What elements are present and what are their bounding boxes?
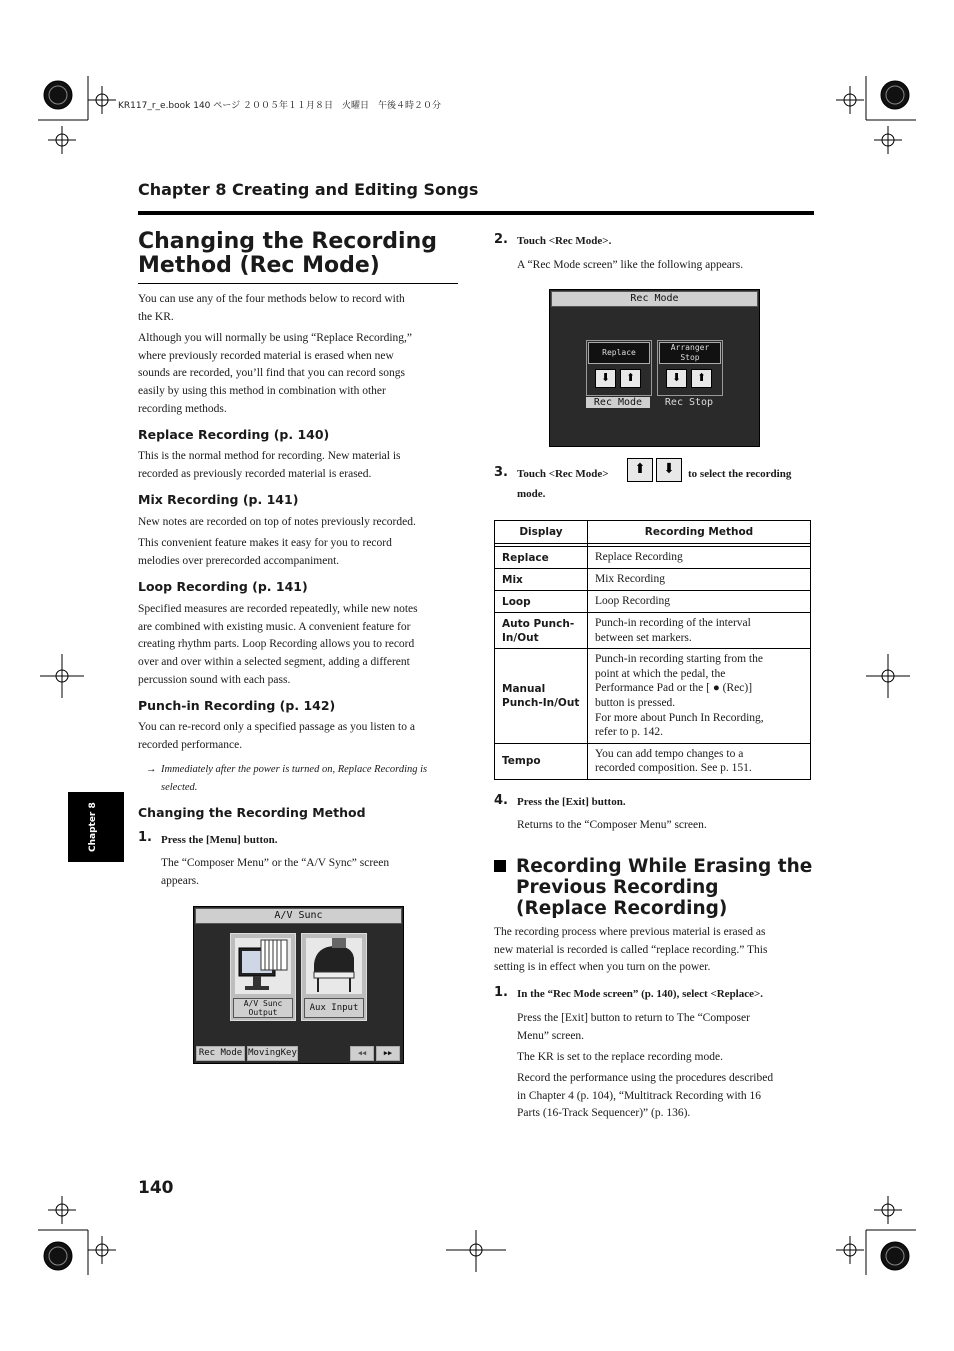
mix-text: New notes are recorded on top of notes previously recorded. This convenient feature makes it easy for you to record melodies over prerecorded accompaniment. bbox=[138, 516, 416, 567]
step-2-text: Touch <Rec Mode>. bbox=[517, 235, 612, 247]
table-row: Auto Punch- In/Out Punch-in recording of the interval between set markers. bbox=[495, 613, 811, 649]
section-square-icon bbox=[494, 860, 506, 872]
section2-desc-3: Record the performance using the procedures described in Chapter 4 (p. 104), “Multitrack Recording with 16 Parts (16-Track Sequencer)” (p. 136). bbox=[517, 1072, 774, 1120]
step-1-desc: The “Composer Menu” or the “A/V Sync” screen appears. bbox=[161, 857, 390, 887]
section2-title: Recording While Erasing the Previous Recording (Replace Recording) bbox=[494, 856, 814, 919]
header-recording-method: Recording Method bbox=[588, 521, 811, 544]
nav-next-button[interactable]: ▶▶ bbox=[376, 1046, 400, 1061]
mix-heading: Mix Recording (p. 141) bbox=[138, 492, 299, 507]
step-4-desc: Returns to the “Composer Menu” screen. bbox=[517, 819, 707, 831]
step-1-number: 1. bbox=[138, 830, 152, 845]
section2-step-1-number: 1. bbox=[494, 985, 508, 1000]
arranger-stop-display: Arranger Stop bbox=[659, 342, 721, 364]
loop-text: Specified measures are recorded repeatedly, while new notes are combined with existing music. A convenient feature for creating rhythm parts. Loop Recording allows you to record over and over within a selected segment, adding a different percussion sound with each pass. bbox=[138, 603, 418, 686]
rec-mode-screen-title: Rec Mode bbox=[551, 291, 758, 307]
section2-desc-1: Press the [Exit] button to return to The “Composer Menu” screen. bbox=[517, 1012, 750, 1042]
step-3-text-after: to select the recording bbox=[688, 468, 792, 480]
rec-mode-label: Rec Mode bbox=[586, 397, 650, 408]
av-sync-screen-title: A/V Sunc bbox=[195, 908, 402, 924]
step-3-text-line2: mode. bbox=[517, 488, 546, 500]
header-display: Display bbox=[495, 521, 588, 544]
av-sync-screen bbox=[193, 906, 404, 1064]
nav-prev-button[interactable]: ◀◀ bbox=[350, 1046, 374, 1061]
intro-paragraph-1: You can use any of the four methods below to record with the KR. bbox=[138, 293, 405, 323]
table-row: Replace Replace Recording bbox=[495, 547, 811, 569]
rec-mode-group bbox=[586, 340, 652, 396]
av-sync-output-button[interactable] bbox=[230, 933, 296, 1021]
table-row: Tempo You can add tempo changes to a recorded composition. See p. 151. bbox=[495, 743, 811, 779]
av-sync-output-label: A/V Sunc Output bbox=[233, 998, 293, 1018]
intro-paragraph-2: Although you will normally be using “Replace Recording,” where previously recorded material is erased when new sounds are recorded, you’ll find that you can record songs easily by using this method in combination with other recording methods. bbox=[138, 332, 413, 415]
step-4-number: 4. bbox=[494, 793, 508, 808]
section2-step-1-text: In the “Rec Mode screen” (p. 140), select <Replace>. bbox=[517, 988, 764, 1000]
piano-icon bbox=[302, 934, 366, 998]
aux-input-button[interactable] bbox=[301, 933, 367, 1021]
section-title bbox=[138, 230, 460, 278]
page-number: 140 bbox=[138, 1178, 174, 1198]
chapter-side-tab bbox=[68, 792, 124, 862]
punch-in-heading: Punch-in Recording (p. 142) bbox=[138, 698, 336, 713]
replace-heading: Replace Recording (p. 140) bbox=[138, 427, 330, 442]
table-row: Mix Mix Recording bbox=[495, 569, 811, 591]
note-text: Immediately after the power is turned on, Replace Recording is selected. bbox=[161, 764, 428, 793]
header-rule bbox=[138, 211, 814, 215]
rec-stop-up-button[interactable]: ⬆ bbox=[691, 369, 712, 388]
recording-method-table bbox=[494, 520, 811, 780]
punch-in-text: You can re-record only a specified passage as you listen to a recorded performance. bbox=[138, 721, 415, 751]
section2-desc-2: The KR is set to the replace recording mode. bbox=[517, 1051, 723, 1063]
monitor-keyboard-icon bbox=[231, 934, 295, 998]
section2-intro: The recording process where previous material is erased as new material is recorded is called “replace recording.” This setting is in effect when you turn on the power. bbox=[494, 926, 768, 974]
step-3-number: 3. bbox=[494, 465, 508, 480]
replace-display: Replace bbox=[588, 342, 650, 364]
section-title-line2: Method (Rec Mode) bbox=[138, 253, 380, 278]
tab-rec-mode[interactable]: Rec Mode bbox=[196, 1046, 245, 1061]
rec-mode-screen bbox=[549, 289, 760, 447]
file-info: KR117_r_e.book 140 ページ ２００５年１１月８日 火曜日 午後４時２０分 bbox=[118, 101, 441, 111]
table-row: Manual Punch-In/Out Punch-in recording starting from the point at which the pedal, the Performance Pad or the [ ● (Rec)] button is pressed. For more about Punch In Recording, refer to p. 142. bbox=[495, 649, 811, 744]
section-title-line1: Changing the Recording bbox=[138, 229, 437, 254]
chapter-side-tab-label: Chapter 8 bbox=[88, 802, 98, 852]
rec-stop-down-button[interactable]: ⬇ bbox=[666, 369, 687, 388]
replace-text: This is the normal method for recording. New material is recorded as previously recorded material is erased. bbox=[138, 450, 401, 480]
aux-input-label: Aux Input bbox=[304, 998, 364, 1018]
title-rule bbox=[138, 283, 458, 284]
table-row: Loop Loop Recording bbox=[495, 591, 811, 613]
chapter-header: Chapter 8 Creating and Editing Songs bbox=[138, 180, 479, 199]
rec-stop-label: Rec Stop bbox=[664, 397, 714, 408]
loop-heading: Loop Recording (p. 141) bbox=[138, 579, 308, 594]
step-2-desc: A “Rec Mode screen” like the following appears. bbox=[517, 259, 744, 271]
table-header bbox=[495, 521, 811, 544]
step-3-text: Touch <Rec Mode> bbox=[517, 468, 609, 480]
up-arrow-icon: ⬆ bbox=[627, 458, 653, 482]
rec-mode-down-button[interactable]: ⬇ bbox=[595, 369, 616, 388]
note-arrow-icon: → bbox=[146, 764, 157, 775]
rec-stop-group bbox=[657, 340, 723, 396]
tab-moving-key[interactable]: MovingKey bbox=[247, 1046, 298, 1061]
step-2-number: 2. bbox=[494, 232, 508, 247]
step-4-text: Press the [Exit] button. bbox=[517, 796, 626, 808]
step-1-text: Press the [Menu] button. bbox=[161, 834, 278, 846]
changing-method-heading: Changing the Recording Method bbox=[138, 805, 366, 820]
down-arrow-icon: ⬇ bbox=[656, 458, 682, 482]
rec-mode-up-button[interactable]: ⬆ bbox=[620, 369, 641, 388]
